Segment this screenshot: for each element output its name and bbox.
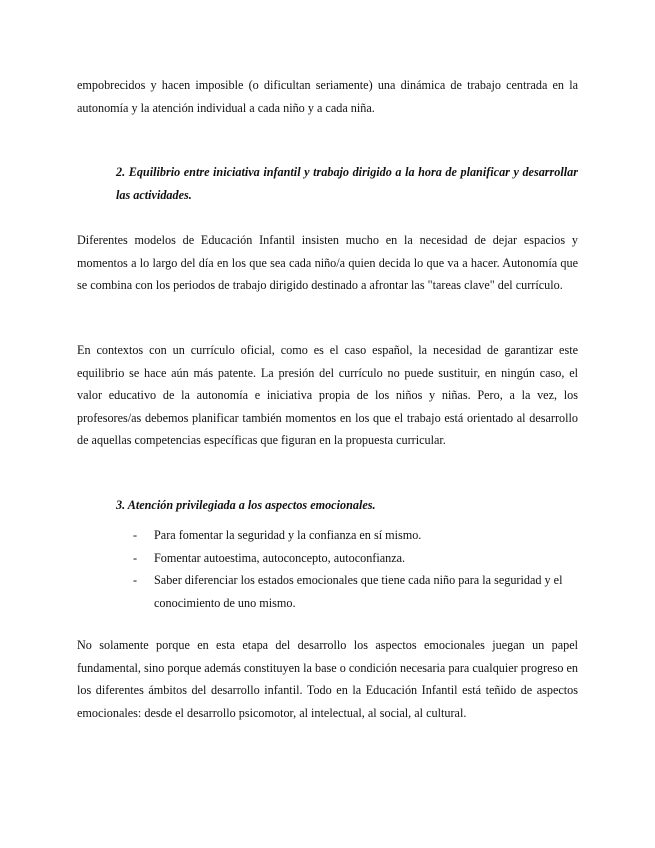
bullet-dash: - — [133, 573, 138, 588]
section-2-paragraph-1: Diferentes modelos de Educación Infantil insisten mucho en la necesidad de dejar espacios y momentos a lo largo del día en los que sea cada niño/a quien decida lo que va a hacer. Autonomía que se combina con los periodos de trabajo dirigido destinado a afrontar las "tareas clave" del currículo. — [77, 233, 578, 293]
section-3-heading: 3. Atención privilegiada a los aspectos emocionales. — [116, 498, 376, 512]
section-3-paragraph-1: No solamente porque en esta etapa del desarrollo los aspectos emocionales juegan un papel fundamental, sino porque además constituyen la base o condición necesaria para cualquier progreso en los diferentes ámbitos del desarrollo infantil. Todo en la Educación Infantil está teñido de aspectos emocionales: desde el desarrollo psicomotor, al intelectual, al social, al cultural. — [77, 638, 578, 720]
bullet-item — [116, 524, 578, 547]
section-3-bullet-list — [116, 524, 578, 614]
intro-paragraph: empobrecidos y hacen imposible (o dificultan seriamente) una dinámica de trabajo centrada en la autonomía y la atención individual a cada niño y a cada niña. — [77, 78, 578, 115]
bullet-text: Para fomentar la seguridad y la confianza en sí mismo. — [154, 528, 422, 542]
bullet-item — [116, 547, 578, 570]
bullet-item — [116, 569, 578, 614]
bullet-text: Saber diferenciar los estados emocionales que tiene cada niño para la seguridad y el conocimiento de uno mismo. — [154, 573, 563, 610]
bullet-dash: - — [133, 528, 138, 542]
bullet-dash: - — [133, 550, 138, 565]
section-2-paragraph-2: En contextos con un currículo oficial, como es el caso español, la necesidad de garantizar este equilibrio se hace aún más patente. La presión del currículo no puede sustituir, en ningún caso, el valor educativo de la autonomía e iniciativa propia de los niños y niñas. Pero, a la vez, los profesores/as debemos planificar también momentos en los que el trabajo está orientado al desarrollo de aquellas competencias específicas que figuran en la propuesta curricular. — [77, 343, 578, 448]
section-2-heading: 2. Equilibrio entre iniciativa infantil y trabajo dirigido a la hora de planificar y desarrollar las actividades. — [116, 165, 578, 202]
bullet-text: Fomentar autoestima, autoconcepto, autoconfianza. — [154, 550, 406, 565]
